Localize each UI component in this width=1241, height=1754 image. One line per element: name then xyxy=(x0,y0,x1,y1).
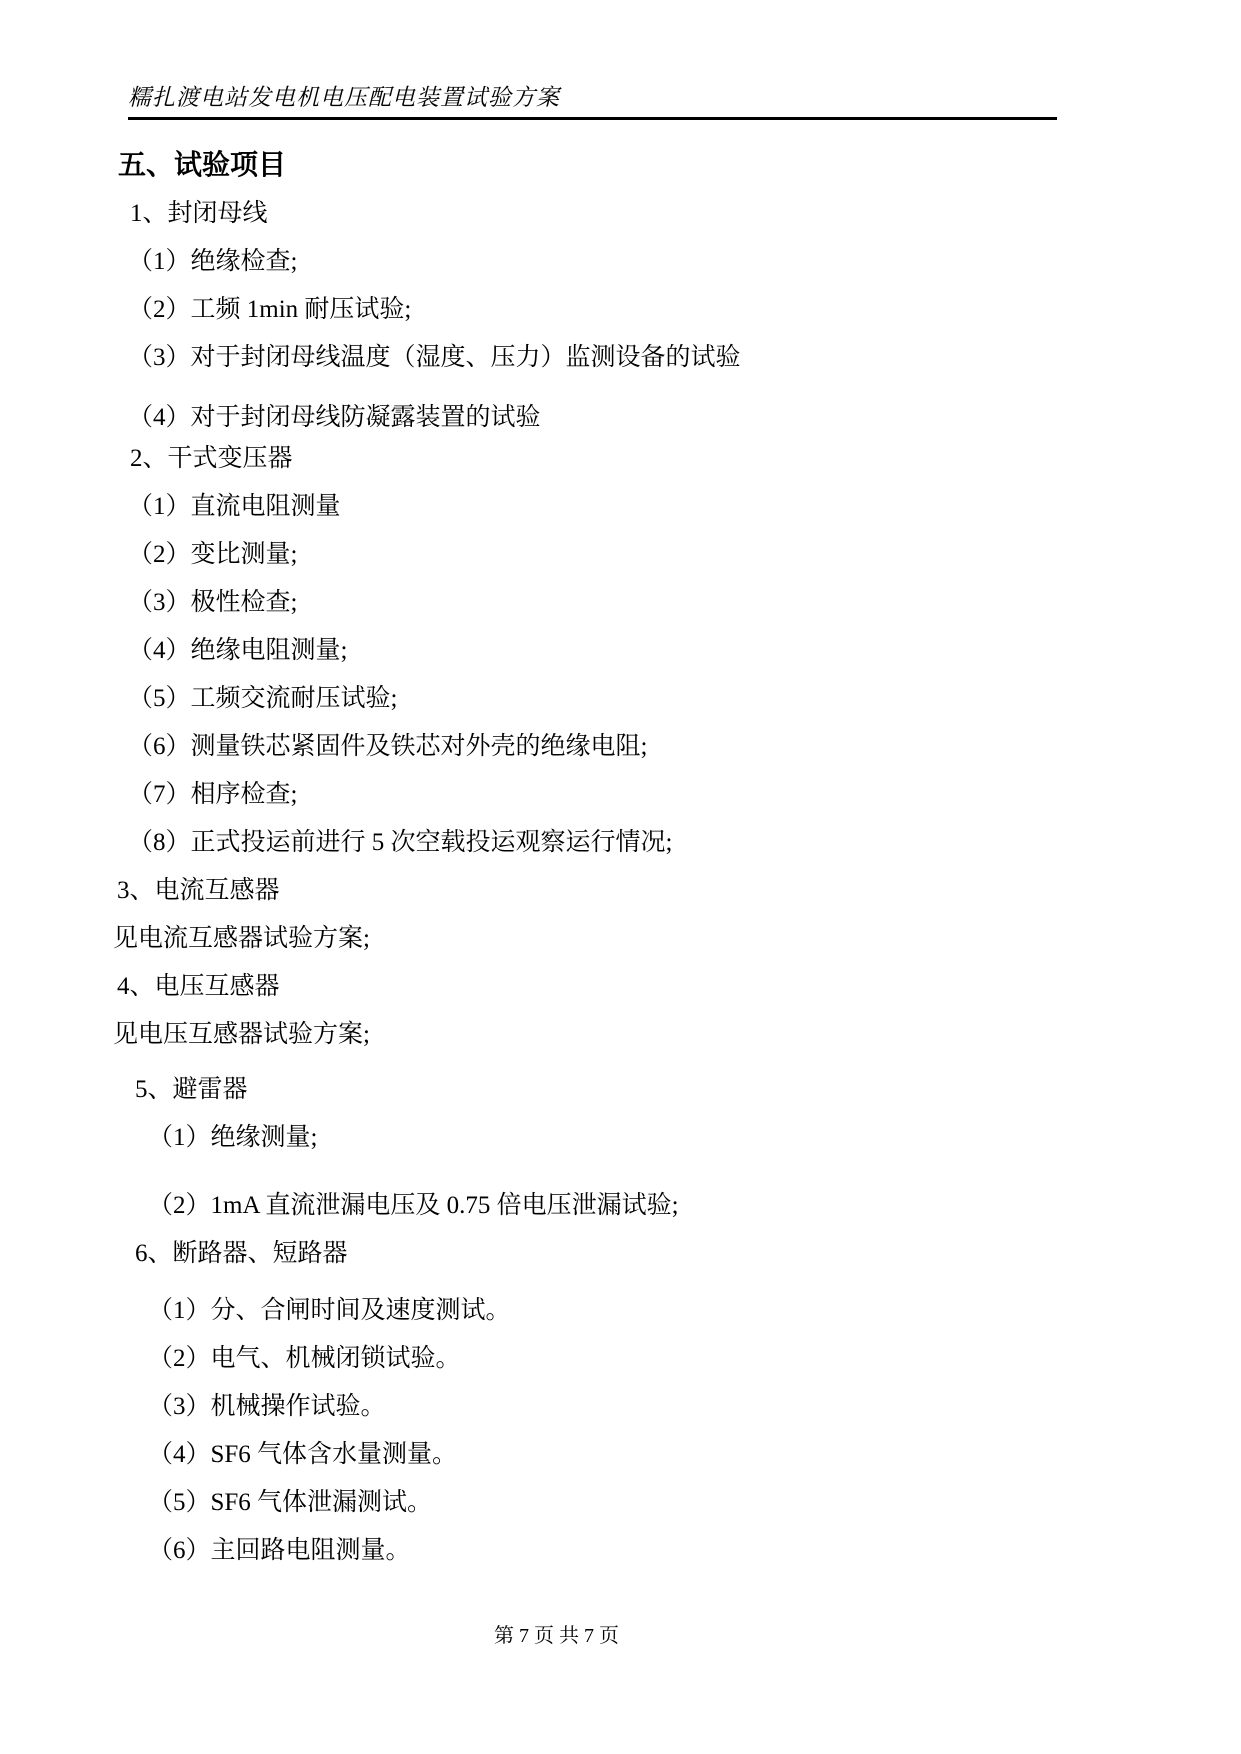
doc-line-text: （3）极性检查; xyxy=(128,589,298,616)
doc-line-text: （1）直流电阻测量 xyxy=(128,493,341,520)
doc-line-text: 6、断路器、短路器 xyxy=(135,1240,348,1267)
doc-line-text: 见电流互感器试验方案; xyxy=(113,925,370,952)
doc-line xyxy=(128,531,1241,579)
doc-line xyxy=(130,435,1241,483)
doc-line-text: （3）机械操作试验。 xyxy=(148,1393,386,1420)
doc-line-text: （5）SF6 气体泄漏测试。 xyxy=(148,1489,433,1516)
doc-line xyxy=(128,238,1241,286)
doc-line-text: （8）正式投运前进行 5 次空载投运观察运行情况; xyxy=(128,829,673,856)
doc-line xyxy=(117,963,1241,1011)
doc-line-text: 3、电流互感器 xyxy=(117,877,280,904)
doc-line xyxy=(135,1230,1241,1278)
doc-line xyxy=(128,723,1241,771)
doc-line-text: （2）1mA 直流泄漏电压及 0.75 倍电压泄漏试验; xyxy=(148,1192,679,1219)
doc-line-text: （7）相序检查; xyxy=(128,781,298,808)
doc-line xyxy=(128,579,1241,627)
doc-line xyxy=(113,915,1241,963)
doc-line xyxy=(117,867,1241,915)
doc-line xyxy=(128,627,1241,675)
page-footer: 第 7 页 共 7 页 xyxy=(494,1625,619,1647)
doc-line xyxy=(148,1287,1241,1335)
doc-line xyxy=(135,1066,1241,1114)
doc-line-text: （6）测量铁芯紧固件及铁芯对外壳的绝缘电阻; xyxy=(128,733,648,760)
doc-line xyxy=(148,1431,1241,1479)
doc-line xyxy=(130,190,1241,238)
doc-line-text: （4）SF6 气体含水量测量。 xyxy=(148,1441,458,1468)
doc-line-text: 1、封闭母线 xyxy=(130,200,268,227)
header-title: 糯扎渡电站发电机电压配电装置试验方案 xyxy=(128,85,560,110)
doc-line xyxy=(128,771,1241,819)
doc-line-text: （2）变比测量; xyxy=(128,541,298,568)
doc-line xyxy=(148,1182,1241,1230)
doc-line xyxy=(148,1335,1241,1383)
doc-line-text: 见电压互感器试验方案; xyxy=(113,1021,370,1048)
section-title: 五、试验项目 xyxy=(118,150,287,181)
doc-line-text: 5、避雷器 xyxy=(135,1076,248,1103)
doc-line xyxy=(148,1479,1241,1527)
doc-line xyxy=(148,1527,1241,1575)
doc-line xyxy=(128,334,1241,382)
doc-line-text: （4）对于封闭母线防凝露装置的试验 xyxy=(128,404,541,431)
doc-line-text: 4、电压互感器 xyxy=(117,973,280,1000)
doc-line-text: 2、干式变压器 xyxy=(130,445,293,472)
doc-line-text: （4）绝缘电阻测量; xyxy=(128,637,348,664)
doc-lines xyxy=(0,190,1241,1575)
doc-line xyxy=(148,1114,1241,1162)
doc-line-text: （5）工频交流耐压试验; xyxy=(128,685,398,712)
doc-line xyxy=(128,819,1241,867)
doc-line-text: （1）绝缘测量; xyxy=(148,1124,318,1151)
doc-line xyxy=(113,1011,1241,1059)
doc-line-text: （2）电气、机械闭锁试验。 xyxy=(148,1345,461,1372)
doc-line xyxy=(128,286,1241,334)
doc-line-text: （6）主回路电阻测量。 xyxy=(148,1537,411,1564)
doc-line xyxy=(128,483,1241,531)
doc-line-text: （1）绝缘检查; xyxy=(128,248,298,275)
doc-line xyxy=(128,675,1241,723)
doc-line-text: （1）分、合闸时间及速度测试。 xyxy=(148,1297,511,1324)
doc-line xyxy=(148,1383,1241,1431)
doc-line-text: （2）工频 1min 耐压试验; xyxy=(128,296,412,323)
doc-line-text: （3）对于封闭母线温度（湿度、压力）监测设备的试验 xyxy=(128,344,741,371)
